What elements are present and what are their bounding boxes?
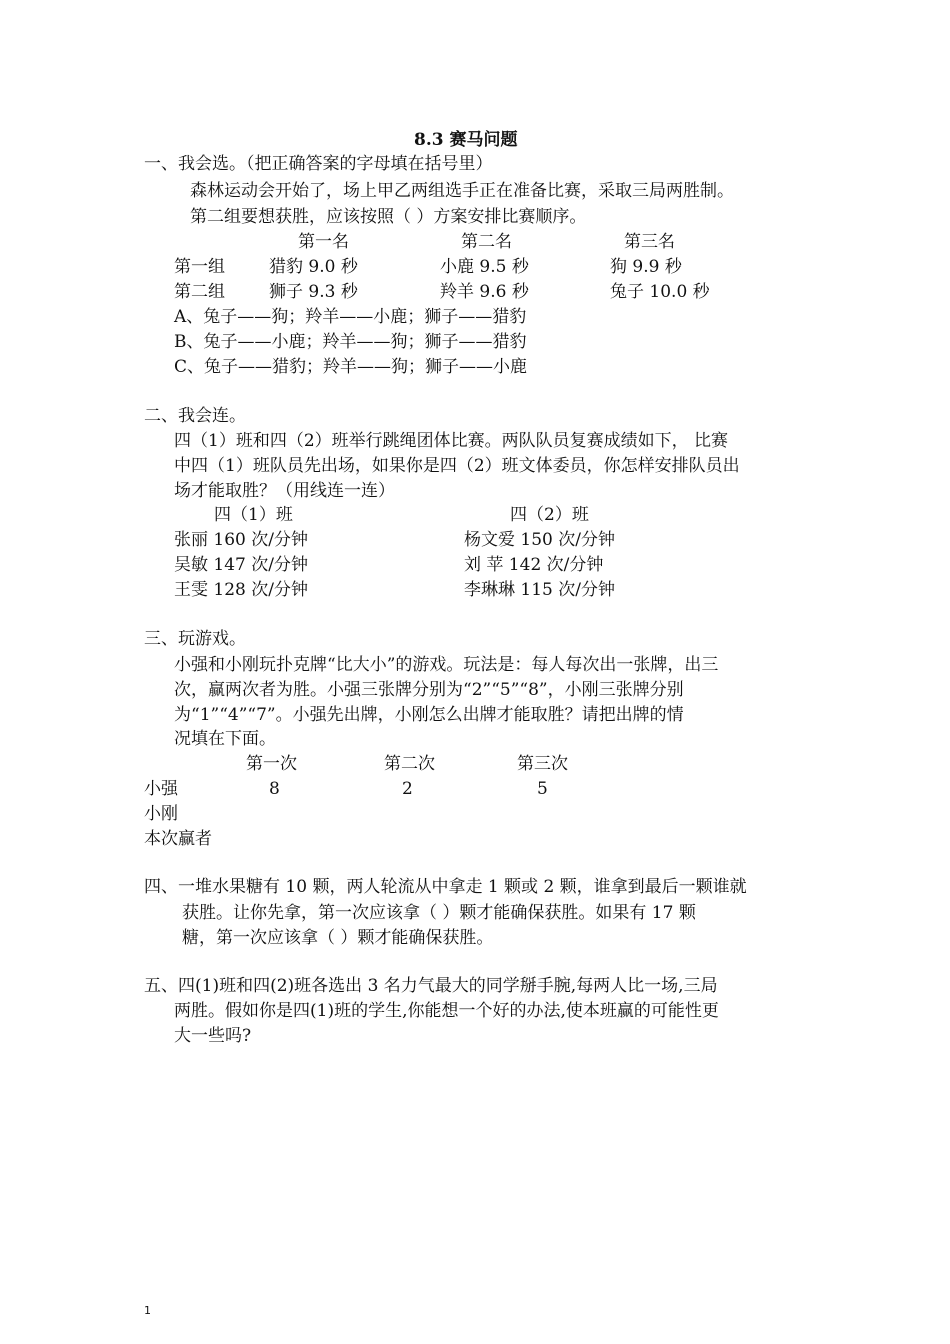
page-title: 8.3 赛马问题 bbox=[414, 130, 518, 150]
game-col-header: 第二次 bbox=[384, 754, 435, 774]
page-number: 1 bbox=[144, 1304, 151, 1317]
table-cell: 羚羊 9.6 秒 bbox=[440, 282, 529, 302]
game-cell: 2 bbox=[402, 779, 413, 799]
section-2-paragraph: 场才能取胜？（用线连一连） bbox=[174, 481, 395, 501]
game-row-label: 小强 bbox=[144, 779, 178, 799]
section-5-line: 两胜。假如你是四(1)班的学生,你能想一个好的办法,使本班赢的可能性更 bbox=[174, 1001, 719, 1021]
team-1-member: 张丽 160 次/分钟 bbox=[174, 530, 308, 550]
team-2-member: 杨文爱 150 次/分钟 bbox=[464, 530, 615, 550]
table-cell: 狗 9.9 秒 bbox=[610, 257, 682, 277]
option-b: B、兔子——小鹿；羚羊——狗；狮子——猎豹 bbox=[174, 332, 527, 352]
team-1-member: 吴敏 147 次/分钟 bbox=[174, 555, 308, 575]
section-3-heading: 三、玩游戏。 bbox=[144, 629, 246, 649]
section-3-paragraph: 小强和小刚玩扑克牌“比大小”的游戏。玩法是：每人每次出一张牌，出三 bbox=[174, 655, 719, 675]
game-cell: 8 bbox=[269, 779, 280, 799]
table-cell: 狮子 9.3 秒 bbox=[269, 282, 358, 302]
table-col-header: 第二名 bbox=[461, 232, 512, 252]
section-1-question: 第二组要想获胜，应该按照（ ）方案安排比赛顺序。 bbox=[190, 207, 587, 227]
section-5-line: 五、四(1)班和四(2)班各选出 3 名力气最大的同学掰手腕,每两人比一场,三局 bbox=[144, 976, 718, 996]
section-2-heading: 二、我会连。 bbox=[144, 406, 246, 426]
section-3-paragraph: 况填在下面。 bbox=[174, 729, 276, 749]
team-1-header: 四（1）班 bbox=[214, 505, 293, 525]
game-row-label: 本次赢者 bbox=[144, 829, 212, 849]
section-4-line: 糖，第一次应该拿（ ）颗才能确保获胜。 bbox=[182, 928, 494, 948]
game-cell: 5 bbox=[537, 779, 548, 799]
table-cell: 兔子 10.0 秒 bbox=[610, 282, 710, 302]
table-col-header: 第三名 bbox=[624, 232, 675, 252]
table-cell: 猎豹 9.0 秒 bbox=[269, 257, 358, 277]
game-col-header: 第一次 bbox=[246, 754, 297, 774]
section-2-paragraph: 中四（1）班队员先出场，如果你是四（2）班文体委员，你怎样安排队员出 bbox=[174, 456, 740, 476]
section-2-paragraph: 四（1）班和四（2）班举行跳绳团体比赛。两队队员复赛成绩如下， 比赛 bbox=[174, 431, 729, 451]
table-col-header: 第一名 bbox=[298, 232, 349, 252]
section-4-line: 获胜。让你先拿，第一次应该拿（ ）颗才能确保获胜。如果有 17 颗 bbox=[182, 903, 696, 923]
team-2-header: 四（2）班 bbox=[510, 505, 589, 525]
section-3-paragraph: 为“1”“4”“7”。小强先出牌，小刚怎么出牌才能取胜？请把出牌的情 bbox=[174, 705, 684, 725]
table-row-label: 第一组 bbox=[174, 257, 225, 277]
table-cell: 小鹿 9.5 秒 bbox=[440, 257, 529, 277]
table-row-label: 第二组 bbox=[174, 282, 225, 302]
team-2-member: 李琳琳 115 次/分钟 bbox=[464, 580, 615, 600]
option-c: C、兔子——猎豹；羚羊——狗；狮子——小鹿 bbox=[174, 357, 528, 377]
section-4-line: 四、一堆水果糖有 10 颗，两人轮流从中拿走 1 颗或 2 颗，谁拿到最后一颗谁就 bbox=[144, 877, 747, 897]
section-3-paragraph: 次，赢两次者为胜。小强三张牌分别为“2”“5”“8”，小刚三张牌分别 bbox=[174, 680, 684, 700]
team-2-member: 刘 苹 142 次/分钟 bbox=[464, 555, 604, 575]
option-a: A、兔子——狗；羚羊——小鹿；狮子——猎豹 bbox=[174, 307, 527, 327]
team-1-member: 王雯 128 次/分钟 bbox=[174, 580, 308, 600]
section-1-heading: 一、我会选。（把正确答案的字母填在括号里） bbox=[144, 154, 493, 174]
section-1-paragraph: 森林运动会开始了，场上甲乙两组选手正在准备比赛，采取三局两胜制。 bbox=[190, 181, 734, 201]
game-col-header: 第三次 bbox=[517, 754, 568, 774]
section-5-line: 大一些吗? bbox=[174, 1026, 252, 1046]
game-row-label: 小刚 bbox=[144, 804, 178, 824]
